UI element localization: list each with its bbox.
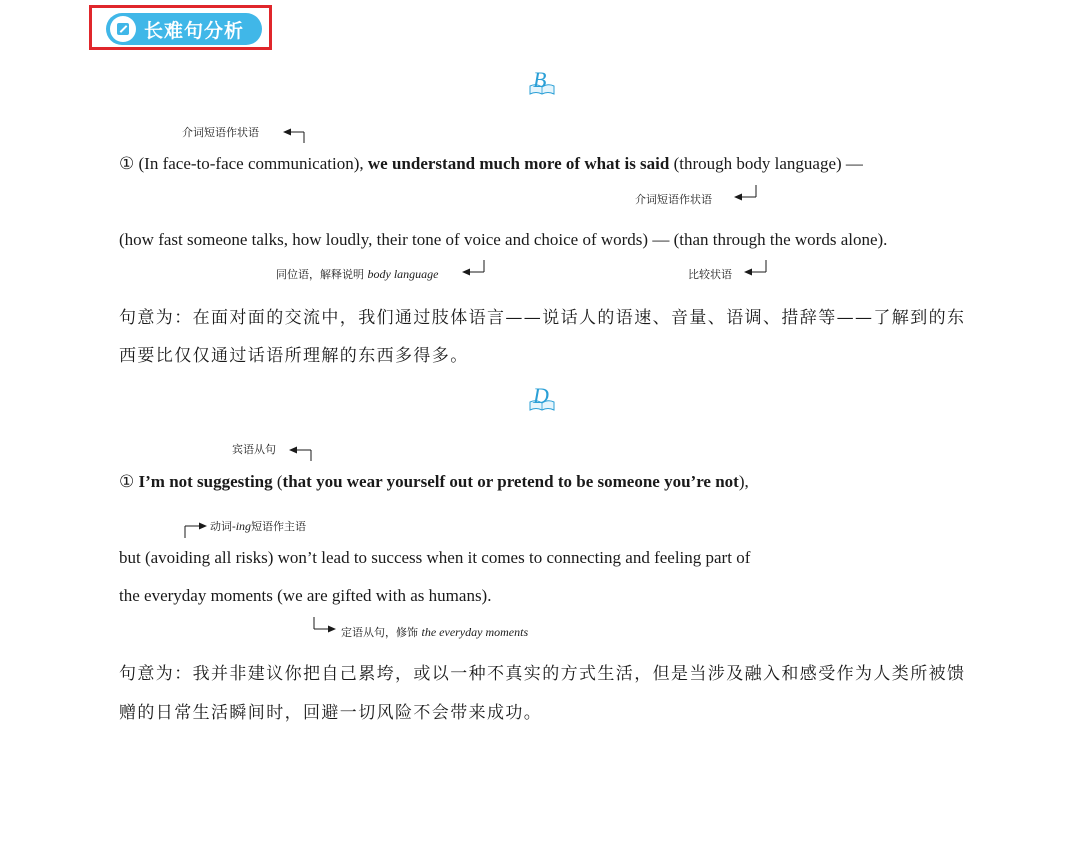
sentence-d-line3: the everyday moments (we are gifted with as humans). xyxy=(119,586,492,605)
annotation-prep-phrase: 介词短语作状语 xyxy=(182,126,259,139)
section-header-title: 长难句分析 xyxy=(144,20,245,42)
annotation-arrow xyxy=(283,127,307,145)
sentence-text: ), xyxy=(738,472,749,491)
annotation-arrow xyxy=(183,516,209,540)
annotation-object-clause: 宾语从句 xyxy=(232,443,276,456)
sentence-b-line1 xyxy=(119,154,863,174)
annotation-term: body language xyxy=(367,267,439,281)
annotation-arrow xyxy=(462,259,488,277)
annotation-prep-phrase: 介词短语作状语 xyxy=(635,193,712,206)
sentence-number: ① xyxy=(119,154,135,173)
sentence-d-line1 xyxy=(119,472,749,492)
section-d-marker xyxy=(527,383,561,418)
sentence-d-line2: but (avoiding all risks) won’t lead to success when it comes to connecting and feeling part of xyxy=(119,548,751,567)
translation-d-line1: 句意为：我并非建议你把自己累垮，或以一种不真实的方式生活，但是当涉及融入和感受作为人类所被馈 xyxy=(119,664,966,684)
annotation-text: 定语从句，修饰 xyxy=(341,626,418,639)
section-header-badge xyxy=(106,13,262,45)
sentence-object-clause: that you wear yourself out or pretend to be someone you’re not xyxy=(282,472,739,491)
annotation-text: 动词- xyxy=(210,520,236,533)
sentence-main-clause: I’m not suggesting xyxy=(138,472,273,491)
section-letter: D xyxy=(533,383,549,408)
sentence-number: ① xyxy=(119,472,135,491)
section-b-marker xyxy=(527,67,561,102)
translation-d-line2: 赠的日常生活瞬间时，回避一切风险不会带来成功。 xyxy=(119,703,543,723)
annotation-arrow xyxy=(744,259,770,277)
annotation-attributive-clause xyxy=(341,624,528,640)
annotation-arrow xyxy=(312,616,338,638)
sentence-text: ( xyxy=(276,472,283,491)
translation-b-line1: 句意为：在面对面的交流中，我们通过肢体语言——说话人的语速、音量、语调、措辞等——了解到的东 xyxy=(119,308,966,328)
sentence-text: (through body language) — xyxy=(673,154,863,173)
sentence-b-line2: (how fast someone talks, how loudly, their tone of voice and choice of words) — (than through the words alone). xyxy=(119,230,888,249)
annotation-term: the everyday moments xyxy=(421,625,529,639)
translation-b-line2: 西要比仅仅通过话语所理解的东西多得多。 xyxy=(119,346,469,366)
annotation-arrow xyxy=(734,184,760,202)
annotation-comparison: 比较状语 xyxy=(688,268,732,281)
section-letter: B xyxy=(533,67,547,92)
sentence-text: (In face-to-face communication), xyxy=(138,154,364,173)
edit-icon xyxy=(110,16,136,42)
annotation-text: 同位语，解释说明 xyxy=(276,268,364,281)
annotation-term: ing xyxy=(235,519,252,533)
annotation-text: 短语作主语 xyxy=(251,520,307,533)
annotation-arrow xyxy=(289,445,315,463)
annotation-appositive xyxy=(276,266,439,282)
annotation-gerund-subject xyxy=(210,518,306,534)
sentence-main-clause: we understand much more of what is said xyxy=(367,154,670,173)
